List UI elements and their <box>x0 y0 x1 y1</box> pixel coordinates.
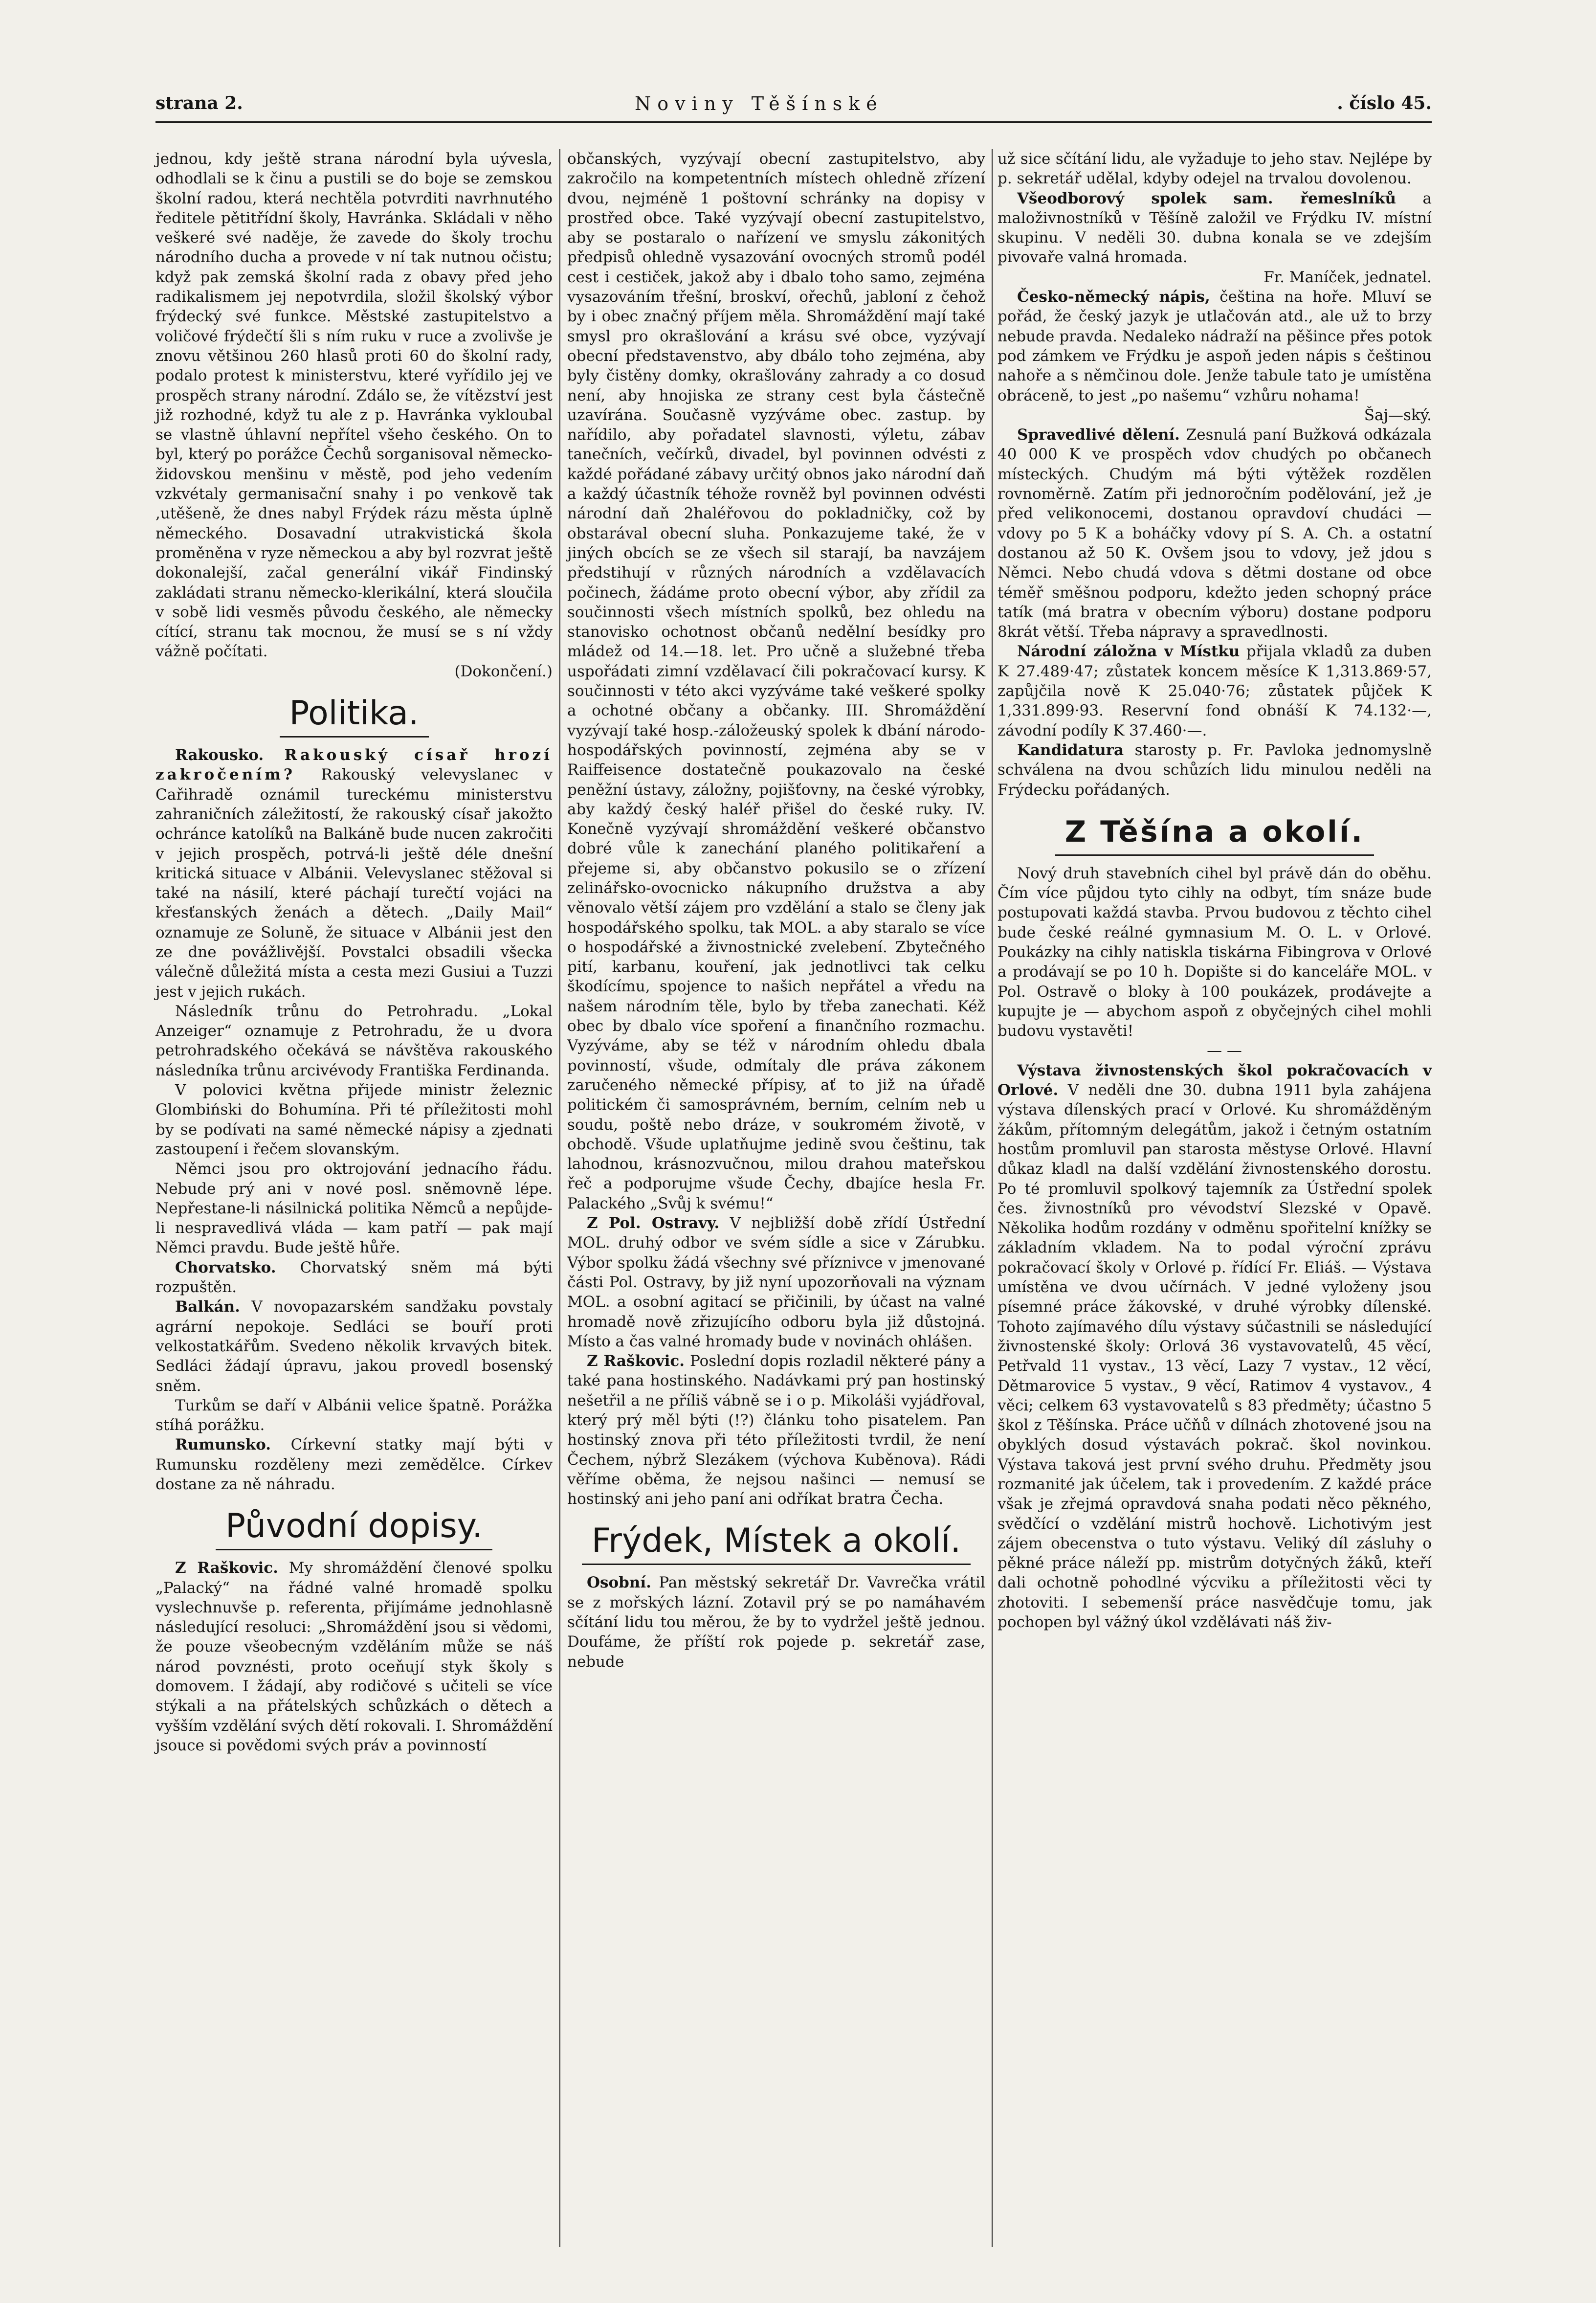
column-3 <box>998 149 1432 1632</box>
news-item-chorvatsko: Chorvatsko. Chorvatský sněm má býti rozpuštěn. <box>155 1258 553 1297</box>
news-item-vystava: Výstava živnostenských škol pokračovacích v Orlové. V neděli dne 30. dubna 1911 byla zahájena výstava dílenských prací v Orlové. Ku shromážděným žákům, přítomným delegátům, jakož i četným ostatním hostům promluvil pan starosta městyse Orlové. Hlavní důkaz kladl na další vzdělání živnostenského dorostu. Po té promluvil spolkový tajemník za Ústřední spolek čes. živnostníků pro vévodství Slezské v Opavě. Několika hodům rozdány v odměnu spořitelní knížky se základním vkladem. Na to podal výroční zprávu pokračovací školy v Orlové p. řídící Fr. Eliáš. — Výstava umístěna ve dvou učírnách. V jedné vyloženy jsou písemné práce žákovské, v druhé výrobky dílenské. Tohoto zajímavého dílu výstavy súčastnili se následující živnostenské školy: Orlová 36 vystavovatelů, 45 věcí, Petřvald 11 vystav., 13 věcí, Lazy 7 vystav., 12 věcí, Dětmarovice 5 vystav., 9 věcí, Ratimov 4 vystavov., 4 věci; celkem 63 vystavovatelů s 83 předměty; účastno 5 škol z Těšínska. Práce učňů v dílnách zhotovené jsou na obyklých dosud výstavách pokrač. škol novinkou. Výstava taková jest první svého druhu. Předměty jsou rozmanité jak účelem, tak i provedením. Z každé práce však je zřejmá opravdová snaha podati něco pěkného, svědčící o vzdělání mistrů hochově. Lichotivým jest zájem obecenstva o tuto výstavu. Veliký díl zásluhy o pěkné práce náleží pp. mistrům dotyčných žáků, kteří dali ochotně pohodlné výcviku a příležitosti věci ty zhotoviti. I sebemenší práce nasvědčuje tomu, jak pochopen byl vážný úkol vzdělávati náš živ- <box>998 1061 1432 1632</box>
news-item-napis: Česko-německý nápis, čeština na hoře. Mluví se pořád, že český jazyk je utlačován atd., ale už to brzy nebude pravda. Nedaleko nádraží na pěšince přes potok pod zámkem ve Frýdku je aspoň jeden nápis s češtinou nahoře a s němčinou dole. Jenže tabule tato je umístěna obráceně, to jest „po našemu“ vzhůru nohama! <box>998 288 1432 404</box>
letter-raskovic: Z Raškovic. My shromáždění členové spolku „Palacký“ na řádné valné hromadě spolku vyslechnuvše p. referenta, přijímáme jednohlasně následující resoluci: „Shromáždění jsou si vědomi, že pouze všeobecným vzděláním může se náš národ povznésti, proto oceňují styk školy s domovem. I žádají, aby rodičové s učiteli se více stýkali a na přátelských schůzkách o dětech a vyšším vzdělání svých dětí rokovali. I. Shromáždění jsouce si povědomi svých práv a povinností <box>155 1559 553 1754</box>
news-item-kandidatura: Kandidatura starosty p. Fr. Pavloka jednomyslně schválena na dvou schůzích lidu minulou neděli na Frýdecku pořádaných. <box>998 741 1432 799</box>
news-item-zalozna: Národní záložna v Místku přijala vkladů za duben K 27.489·47; zůstatek koncem měsíce K 1,313.869·57, zapůjčila nově K 25.040·76; zůstatek půjček K 1,331.899·93. Reservní fond obnáší K 74.132·—, závodní podíly K 37.460·—. <box>998 643 1432 739</box>
section-heading-frydek: Frýdek, Místek a okolí. <box>567 1520 985 1565</box>
page-number: strana 2. <box>155 93 243 113</box>
column-1 <box>155 149 553 1755</box>
letter-raskovic-continued: občanských, vyzývají obecní zastupitelstvo, aby zakročilo na kompetentních místech ohledně zřízení dvou, nejméně 1 poštovní schránky na dopisy v prostřed obce. Také vyzývají obecní zastupitelstvo, aby se postaralo o nařízení ve smyslu zákonitých předpisů ohledně vysazování ovocných stromů podél cest i cestiček, jakož aby i dbalo toho samo, zejména vysazováním třešní, broskví, ořechů, jabloní z čehož by i obec značný příjem měla. Shromáždění mají také smysl pro okrašlování a krásu své obce, vyzývají obecní představenstvo, aby dbálo toho zejména, aby byly čistěny domky, okrašlovány zahrady a co dosud není, aby hnojiska ze strany cest byla částečně uzavírána. Současně vyzýváme obec. zastup. by nařídilo, aby pořadatel slavnosti, výletu, zábav tanečních, večírků, divadel, byl povinnen odvésti z každé pořádané zábavy určitý obnos jako národní daň a každý účastník téhože rovněž byl povinnen odvésti národní daň 2haléřovou do pokladničky, což by obstarával obecní sluha. Ponkazujeme také, že v jiných obcích se ze všech sil starají, ba navzájem předstihují v různých národních a vzdělavacích počinech, žádáme proto obecní výbor, aby zřídil za součinnosti všech místních spolků, bez ohledu na stanovisko ochotnost občanů nedělní besídky pro mládež od 14.—18. let. Pro učně a služebné třeba uspořádati zimní vzdělavací čili pokračovací kursy. K součinnosti v této akci vyzýváme také veškeré spolky a ochotné občany a občanky. III. Shromáždění vyzývají také hosp.-záložeuský spolek k dbání národo-hospodářských povinností, zejména aby se v Raiffeisence dostatečně poukazovalo na české peněžní ústavy, záložny, pojišťovny, na české výrobky, aby každý český haléř přišel do české ruky. IV. Konečně vyzývají shromáždění veškeré občanstvo dobré vůle k zanechání planého politikaření a přejeme si, aby občanstvo pokusilo se o zřízení zelinářsko-ovocnicko nákupního družstva a aby věnovalo větší zájem pro vzdělání a stalo se členy jak hospodářského spolku, tak MOL. a aby staralo se více o hospodářské a živnostnické zvelebení. Zbytečného pití, karbanu, kouření, jak jednotlivci tak celku škodícímu, spojence to našich nepřátel a vředu na našem národním těle, bylo by třeba zanechati. Kéž obec by dbalo více spoření a finančního rozmachu. Vyzýváme, aby se též v národním ohledu dbala povinností, všude, odmítaly dle práva zákonem zaručeného německé přípisy, ať to již na úřadě politickém či samosprávném, berním, celním neb u soudu, poště nebo dráze, v soukromém životě, v obchodě. Všude uplatňujme jedině svou češtinu, tak lahodnou, krásnozvučnou, milou drahou mateřskou řeč a podporujme všude Čechy, dbajíce hesla Fr. Palackého „Svůj k svému!“ <box>567 150 985 1212</box>
news-item-rakousko: Rakousko. Rakouský císař hrozí zakročením? Rakouský velevyslanec v Cařihradě oznámil tureckému ministerstvu zahraničních záležitostí, že rakouský císař jakožto ochránce katolíků na Balkáně bude nucen zakročiti v jejich prospěch, potrvá-li ještě déle dnešní kritická situace v Albánii. Velevyslanec stěžoval si také na násilí, které páchají turečtí vojáci na křesťanských ženách a dětech. „Daily Mail“ oznamuje ze Soluně, že situace v Albánii jest den ze dne povážlivější. Povstalci obsadili všecka válečně důležitá místa a cesta mezi Gusiui a Tuzzi jest v jejich rukách. <box>155 746 553 1001</box>
news-item-ministr: V polovici května přijede ministr železnic Glombiński do Bohumína. Při té příležitosti mohl by se podívati na samé německé nápisy a zjednati zastoupení i řečem slovanským. <box>155 1081 553 1158</box>
separator-dashes: — — <box>1207 1042 1242 1060</box>
issue-number: . číslo 45. <box>1337 93 1432 113</box>
section-heading-dopisy: Původní dopisy. <box>155 1506 553 1550</box>
column-divider <box>559 149 560 2247</box>
news-item-rumunsko: Rumunsko. Církevní statky mají býti v Rumunsku rozděleny mezi zemědělce. Církev dostane za ně náhradu. <box>155 1436 553 1493</box>
column-divider <box>992 149 993 2247</box>
news-item-osobni-continued: už sice sčítání lidu, ale vyžaduje to jeho stav. Nejlépe by p. sekretář udělal, kdyby odejel na trvalou dovolenou. <box>998 150 1432 188</box>
news-item-osobni: Osobní. Pan městský sekretář Dr. Vavrečka vrátil se z mořských lázní. Zotavil prý se po namáhavém sčítání lidu tou měrou, že by to vydržel ještě jednou. Doufáme, že příští rok pojede p. sekretář zase, nebude <box>567 1574 985 1671</box>
news-item-turkum: Turkům se daří v Albánii velice špatně. Porážka stíhá porážku. <box>155 1396 553 1434</box>
column-2 <box>567 149 985 1672</box>
article-continuation: jednou, kdy ještě strana národní byla uývesla, odhodlali se k činu a pustili se do boje se zemskou školní radou, která nechtěla potvrditi navrhnutého ředitele pětitřídní školy, Havránka. Skládali v něho veškeré své naděje, že zavede do školy trochu národního ducha a provede v ní tak nutnou očistu; když pak zemská školní rada z obavy před jeho radikalismem jej nepotvrdila, složil školský výbor frýdecký své funkce. Městské zastupitelstvo a voličové frýdečtí šli s ním ruku v ruce a zvolivše je znovu většinou 260 hlasů proti 60 do školní rady, podalo protest k ministerstvu, které vyřídilo jej ve prospěch strany národní. Zdálo se, že vítězství jest již rozhodné, když tu ale z p. Havránka vykloubal se vlastně úhlavní nepřítel všeho českého. On to byl, který po porážce Čechů sorganisoval německo-židovskou menšinu v městě, pod jeho vedením vzkvétaly germanisační snahy i po venkově tak ,utěšeně, že dnes nabyl Frýdek rázu města úplně německého. Dosavadní utrakvistická škola proměněna v ryze německou a aby byl rozvrat ještě dokonalejší, začal generální vikář Findinský zakládati stranu německo-klerikální, která sloučila v sobě lidi vesměs původu českého, ale německy cítící, stranu tak mocnou, že musí se s ní vždy vážně počítati. <box>155 150 553 661</box>
news-item-cihly: Nový druh stavebních cihel byl právě dán do oběhu. Čím více půjdou tyto cihly na odbyt, tím snáze bude postupovati každá stavba. Prvou budovou z těchto cihel bude české reálné gymnasium M. O. L. v Orlové. Poukázky na cihly natiskla tiskárna Fibingrova v Orlové a prodávají se po 10 h. Dopište si do kanceláře MOL. v Pol. Ostravě o bloky à 100 poukázek, prodávejte a kupujte je — abychom aspoň z obyčejných cihel mohli budovu vystavěti! <box>998 864 1432 1040</box>
header-rule <box>155 121 1432 123</box>
page-header <box>155 93 1432 122</box>
newspaper-title: Noviny Těšínské <box>635 93 884 114</box>
continuation-note: (Dokončení.) <box>454 662 553 680</box>
news-item-vseodborovy: Všeodborový spolek sam. řemeslníků a maloživnostníků v Těšíně založil ve Frýdku IV. místní skupinu. V neděli 30. dubna konala se ve zdejším pivovaře valná hromada. <box>998 189 1432 267</box>
news-item-balkan: Balkán. V novopazarském sandžaku povstaly agrární nepokoje. Sedláci se bouří proti velkostatkářům. Svedeno několik krvavých bitek. Sedláci žádají úpravu, jakou provedl bosenský sněm. <box>155 1298 553 1395</box>
news-item-deleni: Spravedlivé dělení. Zesnulá paní Bužková odkázala 40 000 K ve prospěch vdov chudých po občanech místeckých. Chudým má býti výtěžek rozdělen rovnoměrně. Zatím při jednoročním podělování, jež ,je před velikonocemi, dostanou opravdoví chudáci — vdovy po 5 K a boháčky vdovy pí S. A. Ch. a ostatní dostanou až 50 K. Ovšem jsou to vdovy, jež jdou s Němci. Nebo chudá vdova s dětmi dostane od obce téměř směšnou podporu, kdežto jeden schopný práce tatík (má bratra v obecním výboru) dostane podporu 8krát větší. Třeba nápravy a spravedlnosti. <box>998 426 1432 641</box>
letter-raskovic-2: Z Raškovic. Poslední dopis rozladil některé pány a také pana hostinského. Nadávkami prý pan hostinský nešetřil a ne příliš vábně se i o p. Mikoláši vyjádřoval, který prý měl býti (!?) článku toho pisatelem. Pan hostinský znova při této příležitosti tvrdil, že není Čechem, nýbrž Slezákem (výchova Kuběnova). Rádi věříme oběma, že nejsou našinci — nemusí se hostinský ani jeho paní ani odříkat bratra Čecha. <box>567 1352 985 1508</box>
signature: Šaj—ský. <box>1364 406 1432 424</box>
letter-ostrava: Z Pol. Ostravy. V nejbližší době zřídí Ústřední MOL. druhý odbor ve svém sídle a sice v Zárubku. Výbor spolku žádá všechny své příznivce v jmenované části Pol. Ostravy, by již nyní upozorňovali na význam MOL. a osobní agitací se přičinili, by účast na valné hromadě nově zřizujícího odboru byla již důstojná. Místo a čas valné hromady bude v novinách ohlášen. <box>567 1214 985 1350</box>
news-item-nemci: Němci jsou pro oktrojování jednacího řádu. Nebude prý ani v nové posl. sněmovně lépe. Nepřestane-li násilnická politika Němců a nepůjde-li nespravedlivá vláda — kam patří — pak mají Němci pravdu. Bude ještě hůře. <box>155 1160 553 1257</box>
section-heading-tesin: Z Těšína a okolí. <box>998 811 1432 856</box>
section-heading-politika: Politika. <box>155 693 553 738</box>
news-item-naslednik: Následník trůnu do Petrohradu. „Lokal Anzeiger“ oznamuje z Petrohradu, že u dvora petrohradského očekává se návštěva rakouského následníka trůnu arcivévody Františka Ferdinanda. <box>155 1002 553 1079</box>
signature: Fr. Maníček, jednatel. <box>1264 268 1432 286</box>
